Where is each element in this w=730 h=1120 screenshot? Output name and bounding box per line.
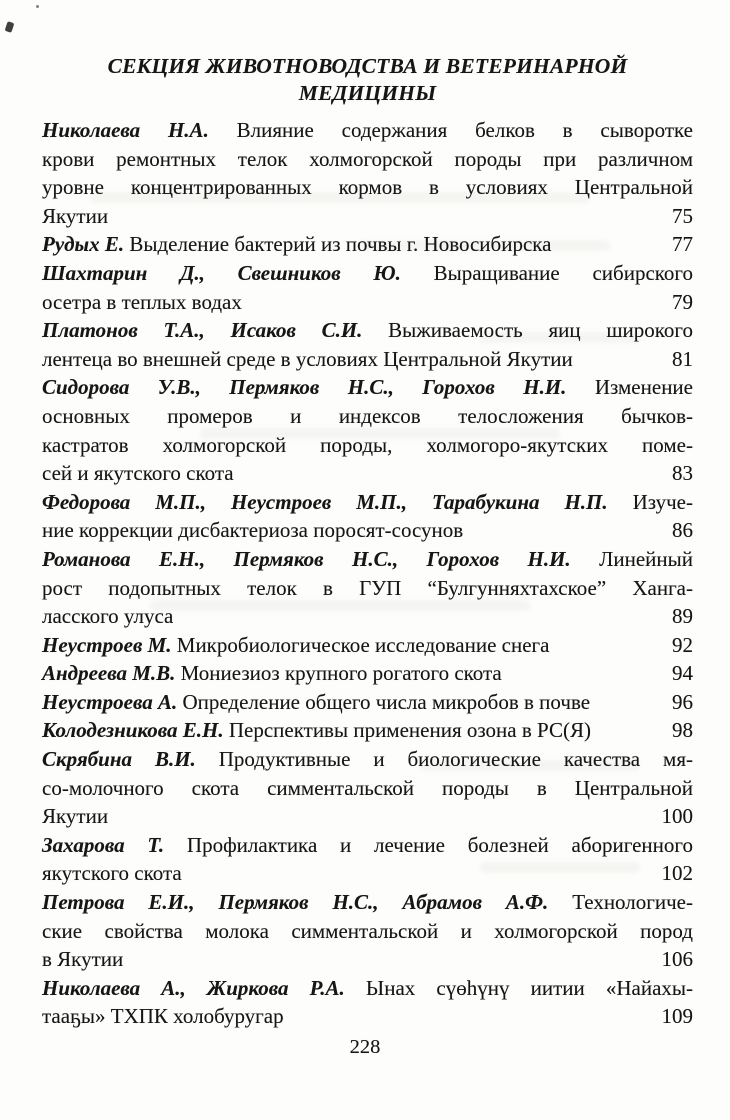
toc-entry <box>42 888 693 974</box>
toc-line: Петрова Е.И., Пермяков Н.С., Абрамов А.Ф. Технологиче- <box>42 890 693 915</box>
toc-line: ские свойства молока симментальской и холмогорской пород <box>42 918 693 943</box>
toc-line: Якутии 75 <box>42 202 693 231</box>
toc-line: рост подопытных телок в ГУП “Булгунняхтахское” Ханга- <box>42 575 693 600</box>
toc-list <box>42 116 693 1031</box>
entry-authors: Колодезникова Е.Н. <box>42 718 224 743</box>
entry-page-number: 77 <box>672 232 693 257</box>
toc-entry <box>42 230 693 259</box>
toc-entry <box>42 659 693 688</box>
entry-authors: Неустроев М. <box>42 632 172 657</box>
entry-authors: Рудых Е. <box>42 232 125 257</box>
toc-line: сей и якутского скота 83 <box>42 459 693 488</box>
entry-page-number: 106 <box>661 947 693 972</box>
entry-authors: Романова Е.Н., Пермяков Н.С., Горохов Н.И. <box>42 546 571 571</box>
toc-line: якутского скота 102 <box>42 859 693 888</box>
entry-page-number: 100 <box>661 804 693 829</box>
toc-line: Якутии 100 <box>42 802 693 831</box>
toc-line: осетра в теплых водах 79 <box>42 288 693 317</box>
entry-authors: Николаева А., Жиркова Р.А. <box>42 975 345 1000</box>
toc-entry <box>42 974 693 1031</box>
toc-line: уровне концентрированных кормов в условиях Центральной <box>42 175 693 200</box>
toc-line: Андреева М.В. Мониезиоз крупного рогатого скота 94 <box>42 659 693 688</box>
toc-line: тааҕы» ТХПК холобуругар 109 <box>42 1002 693 1031</box>
entry-authors: Неустроева А. <box>42 689 178 714</box>
entry-page-number: 81 <box>672 346 693 371</box>
toc-entry <box>42 116 693 230</box>
section-title: СЕКЦИЯ ЖИВОТНОВОДСТВА И ВЕТЕРИНАРНОЙ МЕДИЦИНЫ <box>107 54 628 105</box>
toc-line: Захарова Т. Профилактика и лечение болезней аборигенного <box>42 832 693 857</box>
ink-speck <box>36 5 39 8</box>
entry-page-number: 89 <box>672 604 693 629</box>
folio-page-number: 228 <box>349 1036 381 1058</box>
toc-entry <box>42 631 693 660</box>
toc-line: крови ремонтных телок холмогорской породы при различном <box>42 146 693 171</box>
toc-entry <box>42 373 693 487</box>
toc-entry <box>42 688 693 717</box>
entry-authors: Федорова М.П., Неустроев М.П., Тарабукина Н.П. <box>42 489 608 514</box>
entry-page-number: 98 <box>672 718 693 743</box>
toc-line: Платонов Т.А., Исаков С.И. Выживаемость яиц широкого <box>42 318 693 343</box>
toc-line: Колодезникова Е.Н. Перспективы применения озона в РС(Я) 98 <box>42 716 693 745</box>
ink-speck <box>5 21 15 33</box>
toc-line: лентеца во внешней среде в условиях Центральной Якутии 81 <box>42 345 693 374</box>
entry-page-number: 75 <box>672 203 693 228</box>
toc-line: Скрябина В.И. Продуктивные и биологические качества мя- <box>42 747 694 772</box>
entry-page-number: 79 <box>672 289 693 314</box>
entry-authors: Захарова Т. <box>42 832 165 857</box>
entry-page-number: 102 <box>661 861 693 886</box>
entry-authors: Шахтарин Д., Свешников Ю. <box>42 260 401 285</box>
entry-page-number: 96 <box>672 689 693 714</box>
entry-page-number: 86 <box>672 518 693 543</box>
toc-line: основных промеров и индексов телосложения бычков- <box>42 403 693 428</box>
toc-line: Рудых Е. Выделение бактерий из почвы г. Новосибирска 77 <box>42 230 693 259</box>
entry-authors: Николаева Н.А. <box>42 118 209 142</box>
entry-page-number: 92 <box>672 632 693 657</box>
toc-line: Неустроева А. Определение общего числа микробов в почве 96 <box>42 688 693 717</box>
toc-entry <box>42 716 693 745</box>
toc-line: Неустроев М. Микробиологическое исследование снега 92 <box>42 631 693 660</box>
toc-content <box>42 53 693 1031</box>
toc-line: Николаева А., Жиркова Р.А. Ынах сүөһүнү иитии «Найахы- <box>42 975 693 1000</box>
entry-page-number: 94 <box>672 661 693 686</box>
toc-line: со-молочного скота симментальской породы в Центральной <box>42 775 693 800</box>
entry-authors: Платонов Т.А., Исаков С.И. <box>42 318 363 343</box>
toc-line: ласского улуса 89 <box>42 602 693 631</box>
entry-page-number: 109 <box>661 1004 693 1029</box>
toc-entry <box>42 316 693 373</box>
toc-entry <box>42 488 693 545</box>
toc-line: в Якутии 106 <box>42 945 693 974</box>
toc-line: Сидорова У.В., Пермяков Н.С., Горохов Н.И. Изменение <box>42 375 693 400</box>
entry-page-number: 83 <box>672 461 693 486</box>
entry-authors: Сидорова У.В., Пермяков Н.С., Горохов Н.И. <box>42 375 567 400</box>
toc-line: Романова Е.Н., Пермяков Н.С., Горохов Н.И. Линейный <box>42 546 693 571</box>
toc-entry <box>42 745 693 831</box>
toc-entry <box>42 259 693 316</box>
entry-authors: Петрова Е.И., Пермяков Н.С., Абрамов А.Ф. <box>42 890 549 915</box>
entry-authors: Скрябина В.И. <box>42 747 196 772</box>
toc-entry <box>42 545 693 631</box>
toc-line: Шахтарин Д., Свешников Ю. Выращивание сибирского <box>42 260 693 285</box>
toc-line: Николаева Н.А. Влияние содержания белков в сыворотке <box>42 118 693 142</box>
entry-authors: Андреева М.В. <box>42 661 176 686</box>
toc-entry <box>42 831 693 888</box>
toc-line: ние коррекции дисбактериоза поросят-сосунов 86 <box>42 516 693 545</box>
toc-line: Федорова М.П., Неустроев М.П., Тарабукина Н.П. Изуче- <box>42 489 693 514</box>
toc-line: кастратов холмогорской породы, холмогоро-якутских поме- <box>42 432 693 457</box>
